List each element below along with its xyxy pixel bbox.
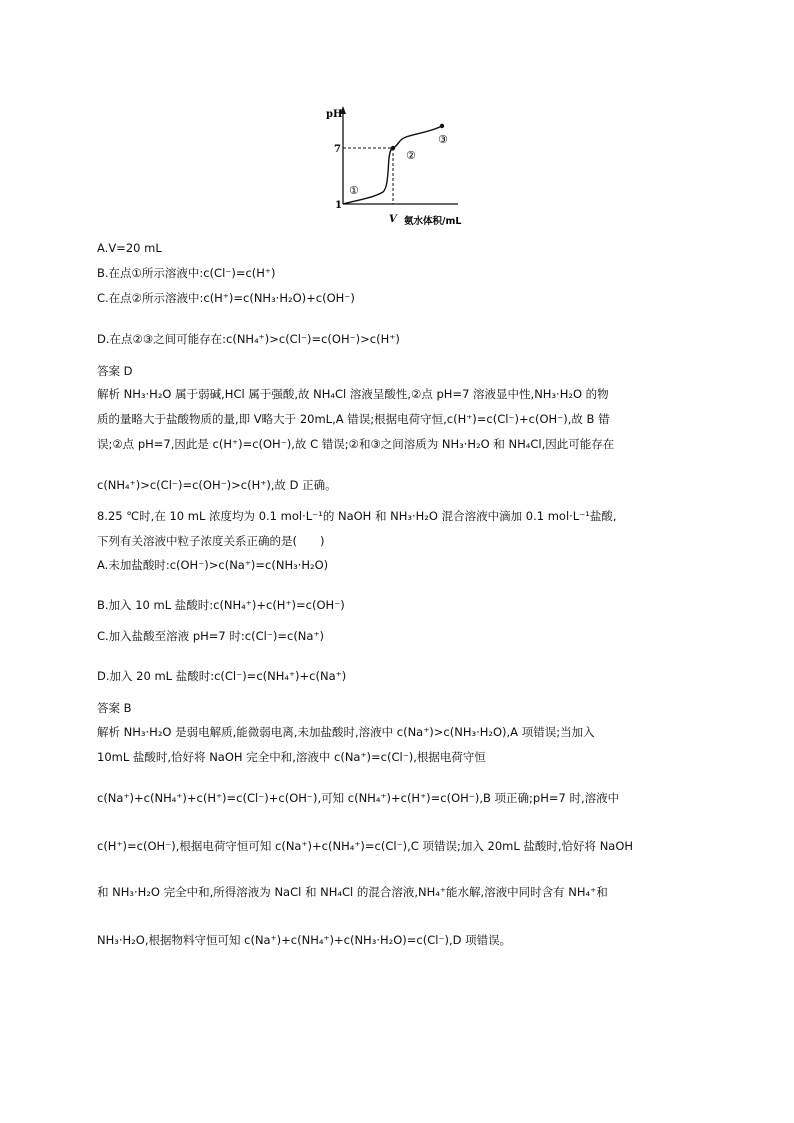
- titration-graph: [318, 100, 468, 235]
- y-axis-label: pH: [326, 109, 343, 120]
- q7-analysis-line-1: 解析 NH₃·H₂O 属于弱碱,HCl 属于强酸,故 NH₄Cl 溶液呈酸性,②点 pH=7 溶液显中性,NH₃·H₂O 的物: [97, 387, 609, 401]
- point-3-label: ③: [438, 133, 448, 146]
- point-2-dot: [391, 146, 395, 150]
- q8-stem-line-2: 下列有关溶液中粒子浓度关系正确的是( ): [97, 534, 325, 548]
- q7-option-c: C.在点②所示溶液中:c(H⁺)=c(NH₃·H₂O)+c(OH⁻): [97, 291, 355, 305]
- q7-answer: 答案 D: [97, 364, 133, 378]
- y-tick-7: 7: [334, 144, 341, 155]
- q7-option-b: B.在点①所示溶液中:c(Cl⁻)=c(H⁺): [97, 266, 276, 280]
- q7-option-d: D.在点②③之间可能存在:c(NH₄⁺)>c(Cl⁻)=c(OH⁻)>c(H⁺): [97, 332, 400, 346]
- q7-analysis-line-4: c(NH₄⁺)>c(Cl⁻)=c(OH⁻)>c(H⁺),故 D 正确。: [97, 478, 337, 492]
- q8-analysis-line-2: 10mL 盐酸时,恰好将 NaOH 完全中和,溶液中 c(Na⁺)=c(Cl⁻),根据电荷守恒: [97, 750, 486, 764]
- q8-analysis-line-4: c(H⁺)=c(OH⁻),根据电荷守恒可知 c(Na⁺)+c(NH₄⁺)=c(Cl⁻),C 项错误;加入 20mL 盐酸时,恰好将 NaOH: [97, 839, 634, 853]
- q7-analysis-line-3: 误;②点 pH=7,因此是 c(H⁺)=c(OH⁻),故 C 错误;②和③之间溶质为 NH₃·H₂O 和 NH₄Cl,因此可能存在: [97, 437, 615, 451]
- q8-option-d: D.加入 20 mL 盐酸时:c(Cl⁻)=c(NH₄⁺)+c(Na⁺): [97, 669, 347, 683]
- point-1-label: ①: [349, 184, 359, 197]
- y-tick-1: 1: [335, 200, 342, 211]
- q8-option-c: C.加入盐酸至溶液 pH=7 时:c(Cl⁻)=c(Na⁺): [97, 629, 325, 643]
- q8-analysis-line-3: c(Na⁺)+c(NH₄⁺)+c(H⁺)=c(Cl⁻)+c(OH⁻),可知 c(NH₄⁺)+c(H⁺)=c(OH⁻),B 项正确;pH=7 时,溶液中: [97, 791, 620, 805]
- q8-option-b: B.加入 10 mL 盐酸时:c(NH₄⁺)+c(H⁺)=c(OH⁻): [97, 598, 345, 612]
- x-axis-label: 氨水体积/mL: [404, 216, 462, 227]
- q7-analysis-line-2: 质的量略大于盐酸物质的量,即 V略大于 20mL,A 错误;根据电荷守恒,c(H⁺)=c(Cl⁻)+c(OH⁻),故 B 错: [97, 412, 610, 426]
- q8-analysis-line-6: NH₃·H₂O,根据物料守恒可知 c(Na⁺)+c(NH₄⁺)+c(NH₃·H₂O)=c(Cl⁻),D 项错误。: [97, 933, 512, 947]
- q8-answer: 答案 B: [97, 701, 132, 715]
- x-marker-v: V: [389, 214, 397, 225]
- point-3-dot: [440, 124, 444, 128]
- q7-option-a: A.V=20 mL: [97, 241, 162, 255]
- q8-option-a: A.未加盐酸时:c(OH⁻)>c(Na⁺)=c(NH₃·H₂O): [97, 558, 329, 572]
- q8-analysis-line-1: 解析 NH₃·H₂O 是弱电解质,能微弱电离,未加盐酸时,溶液中 c(Na⁺)>c(NH₃·H₂O),A 项错误;当加入: [97, 725, 595, 739]
- q8-stem-line-1: 8.25 ℃时,在 10 mL 浓度均为 0.1 mol·L⁻¹的 NaOH 和 NH₃·H₂O 混合溶液中滴加 0.1 mol·L⁻¹盐酸,: [97, 509, 617, 523]
- q8-analysis-line-5: 和 NH₃·H₂O 完全中和,所得溶液为 NaCl 和 NH₄Cl 的混合溶液,NH₄⁺能水解,溶液中同时含有 NH₄⁺和: [97, 885, 608, 899]
- point-2-label: ②: [406, 149, 416, 162]
